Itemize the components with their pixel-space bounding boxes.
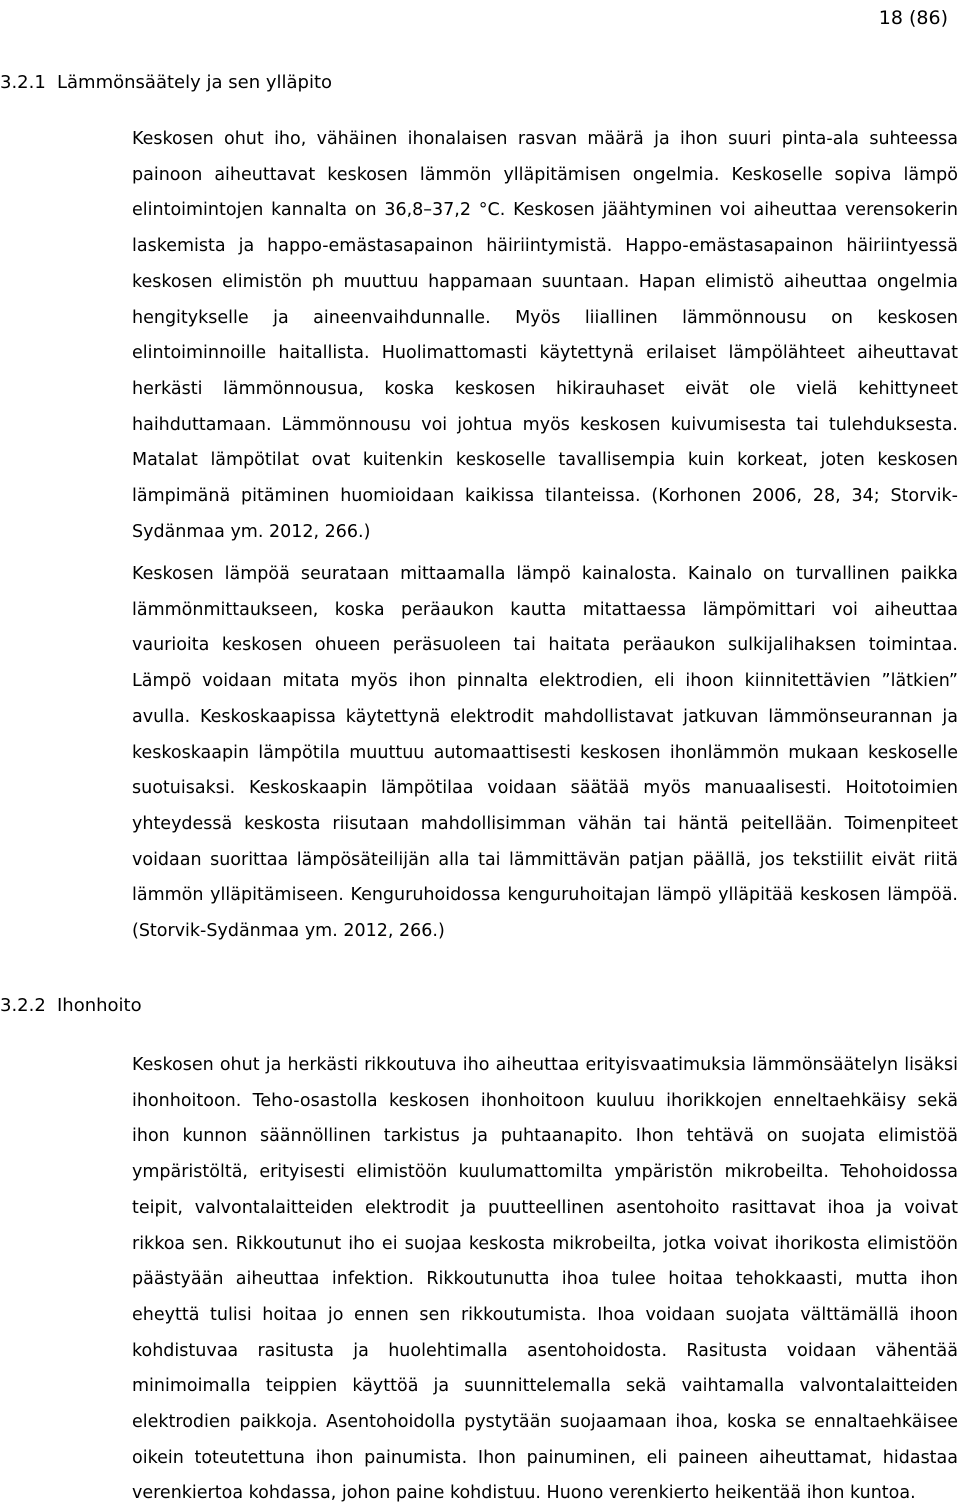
body-paragraph: Keskosen lämpöä seurataan mittaamalla lämpö kainalosta. Kainalo on turvallinen paikka lämmönmittaukseen, koska peräaukon kautta mitattaessa lämpömittari voi aiheuttaa vaurioita keskosen ohueen peräsuoleen tai haitata peräaukon sulkijalihaksen toimintaa. Lämpö voidaan mitata myös ihon pinnalta elektrodien, eli ihoon kiinnitettävien ”lätkien” avulla. Keskoskaapissa käytettynä elektrodit mahdollistavat jatkuvan lämmönseurannan ja keskoskaapin lämpötila muuttuu automaattisesti keskosen ihonlämmön mukaan keskoselle suotuisaksi. Keskoskaapin lämpötilaa voidaan säätää myös manuaalisesti. Hoitotoimien yhteydessä keskosta riisutaan mahdollisimman vähän tai häntä peitellään. Toimenpiteet voidaan suorittaa lämpösäteilijän alla tai lämmittävän patjan päällä, jos tekstiilit eivät riitä lämmön ylläpitämiseen. Kenguruhoidossa kenguruhoitajan lämpö ylläpitää keskosen lämpöä. (Storvik-Sydänmaa ym. 2012, 266.) [132,564,958,942]
section-heading-3-2-1 [0,70,332,96]
page-number: 18 (86) [878,7,948,29]
body-paragraph: Keskosen ohut iho, vähäinen ihonalaisen rasvan määrä ja ihon suuri pinta-ala suhteessa painoon aiheuttavat keskosen lämmön ylläpitämisen ongelmia. Keskoselle sopiva lämpö elintoimintojen kannalta on 36,8–37,2 °C. Keskosen jäähtyminen voi aiheuttaa verensokerin laskemista ja happo-emästasapainon häiriintymistä. Happo-emästasapainon häiriintyessä keskosen elimistön ph muuttuu happamaan suuntaan. Hapan elimistö aiheuttaa ongelmia hengitykselle ja aineenvaihdunnalle. Myös liiallinen lämmönnousu on keskosen elintoiminnoille haitallista. Huolimattomasti käytettynä erilaiset lämpölähteet aiheuttavat herkästi lämmönnousua, koska keskosen hikirauhaset eivät ole vielä kehittyneet haihduttamaan. Lämmönnousu voi johtua myös keskosen kuivumisesta tai tulehduksesta. Matalat lämpötilat ovat kuitenkin keskoselle tavallisempia kuin korkeat, joten keskosen lämpimänä pitäminen huomioidaan kaikissa tilanteissa. (Korhonen 2006, 28, 34; Storvik-Sydänmaa ym. 2012, 266.) [132,129,958,542]
section-title: Ihonhoito [57,995,142,1016]
section-heading-3-2-2 [0,993,142,1019]
section-title: Lämmönsäätely ja sen ylläpito [57,72,333,93]
section-number: 3.2.1 [0,72,46,93]
body-paragraph: Keskosen ohut ja herkästi rikkoutuva iho aiheuttaa erityisvaatimuksia lämmönsäätelyn lisäksi ihonhoitoon. Teho-osastolla keskosen ihonhoitoon kuuluu ihorikkojen enneltaehkäisy sekä ihon kunnon säännöllinen tarkistus ja puhtaanapito. Ihon tehtävä on suojata elimistöä ympäristöltä, erityisesti elimistöön kuulumattomilta ympäristön mikrobeilta. Tehohoidossa teipit, valvontalaitteiden elektrodit ja puutteellinen asentohoito rasittavat ihoa ja voivat rikkoa sen. Rikkoutunut iho ei suojaa keskosta mikrobeilta, jotka voivat ihorikosta elimistöön päästyään aiheuttaa infektion. Rikkoutunutta ihoa tulee hoitaa tehokkaasti, mutta ihon eheyttä tulisi hoitaa jo ennen sen rikkoutumista. Ihoa voidaan suojata välttämällä ihoon kohdistuvaa rasitusta ja huolehtimalla asentohoidosta. Rasitusta voidaan vähentää minimoimalla teippien käyttöä ja suunnittelemalla sekä vaihtamalla valvontalaitteiden elektrodien paikkoja. Asentohoidolla pystytään suojaamaan ihoa, koska se ennaltaehkäisee oikein toteutettuna ihon painumista. Ihon painuminen, eli paineen aiheuttamat, hidastaa verenkiertoa kohdassa, johon paine kohdistuu. Huono verenkierto heikentää ihon kuntoa. [132,1055,958,1504]
section-number: 3.2.2 [0,995,46,1016]
